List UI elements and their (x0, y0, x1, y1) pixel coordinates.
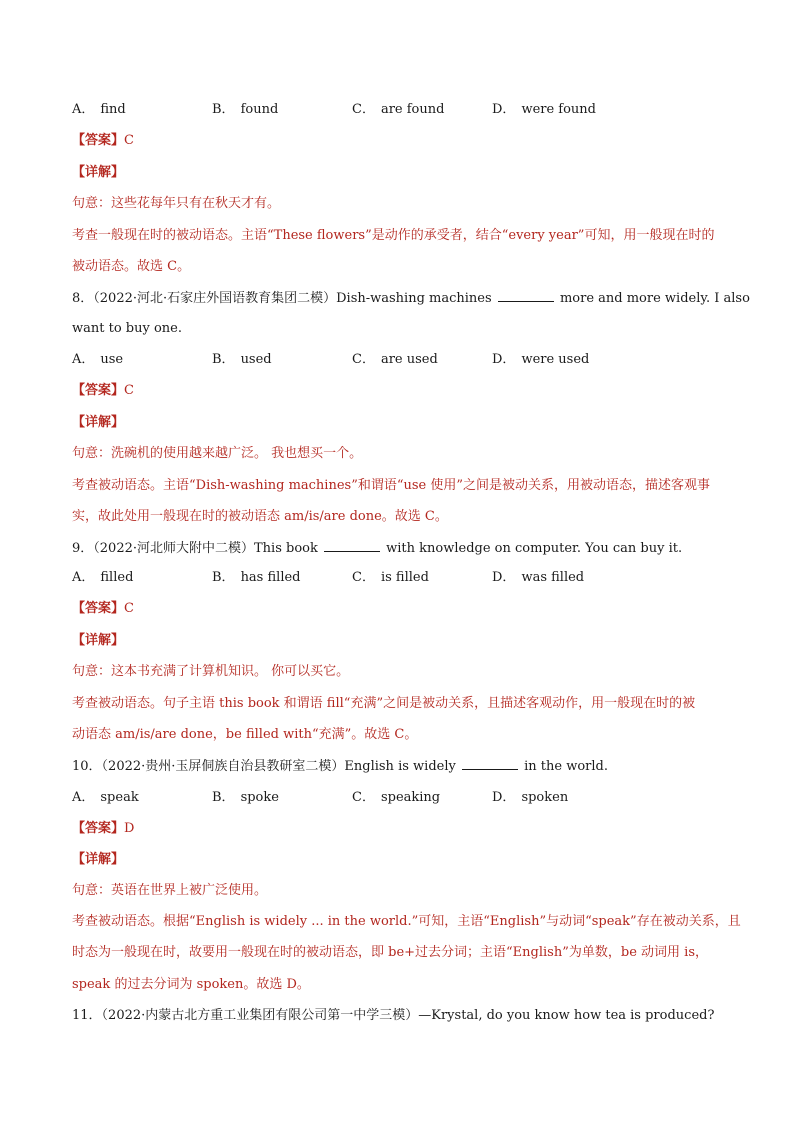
q7-option-a: A． find (72, 102, 126, 117)
q10-stem-line-1: 10．（2022·贵州·玉屏侗族自治县教研室二模）English is widely in the world. (72, 759, 608, 774)
q7-option-c: C． are found (352, 102, 445, 117)
q9-option-c: C． is filled (352, 570, 429, 585)
q7-explain-1: 考查一般现在时的被动语态。主语“These flowers”是动作的承受者，结合“every year”可知，用一般现在时的 (72, 228, 715, 243)
q8-stem-line-2: want to buy one. (72, 321, 182, 336)
q10-option-a: A． speak (72, 790, 139, 805)
q9-explain-2: 动语态 am/is/are done，be filled with“充满”。故选 C。 (72, 727, 418, 742)
q8-option-d: D． were used (492, 352, 590, 367)
q8-meaning: 句意：洗碗机的使用越来越广泛。 我也想买一个。 (72, 446, 363, 461)
q8-detail-label: 【详解】 (72, 415, 125, 430)
q10-blank (462, 757, 518, 770)
q9-meaning: 句意：这本书充满了计算机知识。 你可以买它。 (72, 664, 350, 679)
q8-blank (498, 289, 554, 302)
q10-option-c: C． speaking (352, 790, 441, 805)
q10-options (72, 789, 724, 807)
q7-options (72, 101, 724, 119)
q8-explain-1: 考查被动语态。主语“Dish-washing machines”和谓语“use 使用”之间是被动关系，用被动语态，描述客观事 (72, 478, 711, 493)
q9-stem-line-1: 9．（2022·河北师大附中二模）This book with knowledge on computer. You can buy it. (72, 541, 683, 556)
q8-explain-2: 实，故此处用一般现在时的被动语态 am/is/are done。故选 C。 (72, 509, 448, 524)
q9-option-b: B． has filled (212, 570, 301, 585)
q7-meaning: 句意：这些花每年只有在秋天才有。 (72, 196, 281, 211)
q7-explain-2: 被动语态。故选 C。 (72, 259, 191, 274)
q10-option-b: B． spoke (212, 790, 279, 805)
q7-detail-label: 【详解】 (72, 165, 125, 180)
q9-explain-1: 考查被动语态。句子主语 this book 和谓语 fill“充满”之间是被动关系，且描述客观动作，用一般现在时的被 (72, 696, 696, 711)
q9-detail-label: 【详解】 (72, 633, 125, 648)
q10-meaning: 句意：英语在世界上被广泛使用。 (72, 883, 268, 898)
q10-explain-1: 考查被动语态。根据“English is widely ... in the world.”可知，主语“English”与动词“speak”存在被动关系，且 (72, 914, 741, 929)
q10-explain-2: 时态为一般现在时，故要用一般现在时的被动语态，即 be+过去分词；主语“English”为单数，be 动词用 is， (72, 945, 708, 960)
q8-option-b: B． used (212, 352, 272, 367)
q9-answer: 【答案】C (72, 601, 134, 616)
q9-option-d: D． was filled (492, 570, 585, 585)
q8-stem-line-1: 8．（2022·河北·石家庄外国语教育集团二模）Dish-washing machines more and more widely. I also (72, 291, 750, 306)
q8-option-c: C． are used (352, 352, 438, 367)
q10-answer: 【答案】D (72, 821, 135, 836)
q11-stem-line-1: 11．（2022·内蒙古北方重工业集团有限公司第一中学三模）—Krystal, do you know how tea is produced? (72, 1008, 715, 1023)
q7-answer: 【答案】C (72, 133, 134, 148)
q7-option-b: B． found (212, 102, 279, 117)
q9-option-a: A． filled (72, 570, 134, 585)
q8-option-a: A． use (72, 352, 124, 367)
q10-option-d: D． spoken (492, 790, 569, 805)
q10-detail-label: 【详解】 (72, 852, 125, 867)
q8-options (72, 351, 724, 369)
q8-answer: 【答案】C (72, 383, 134, 398)
q10-explain-3: speak 的过去分词为 spoken。故选 D。 (72, 977, 310, 992)
q9-options (72, 569, 724, 587)
q7-option-d: D． were found (492, 102, 597, 117)
q9-blank (324, 539, 380, 552)
